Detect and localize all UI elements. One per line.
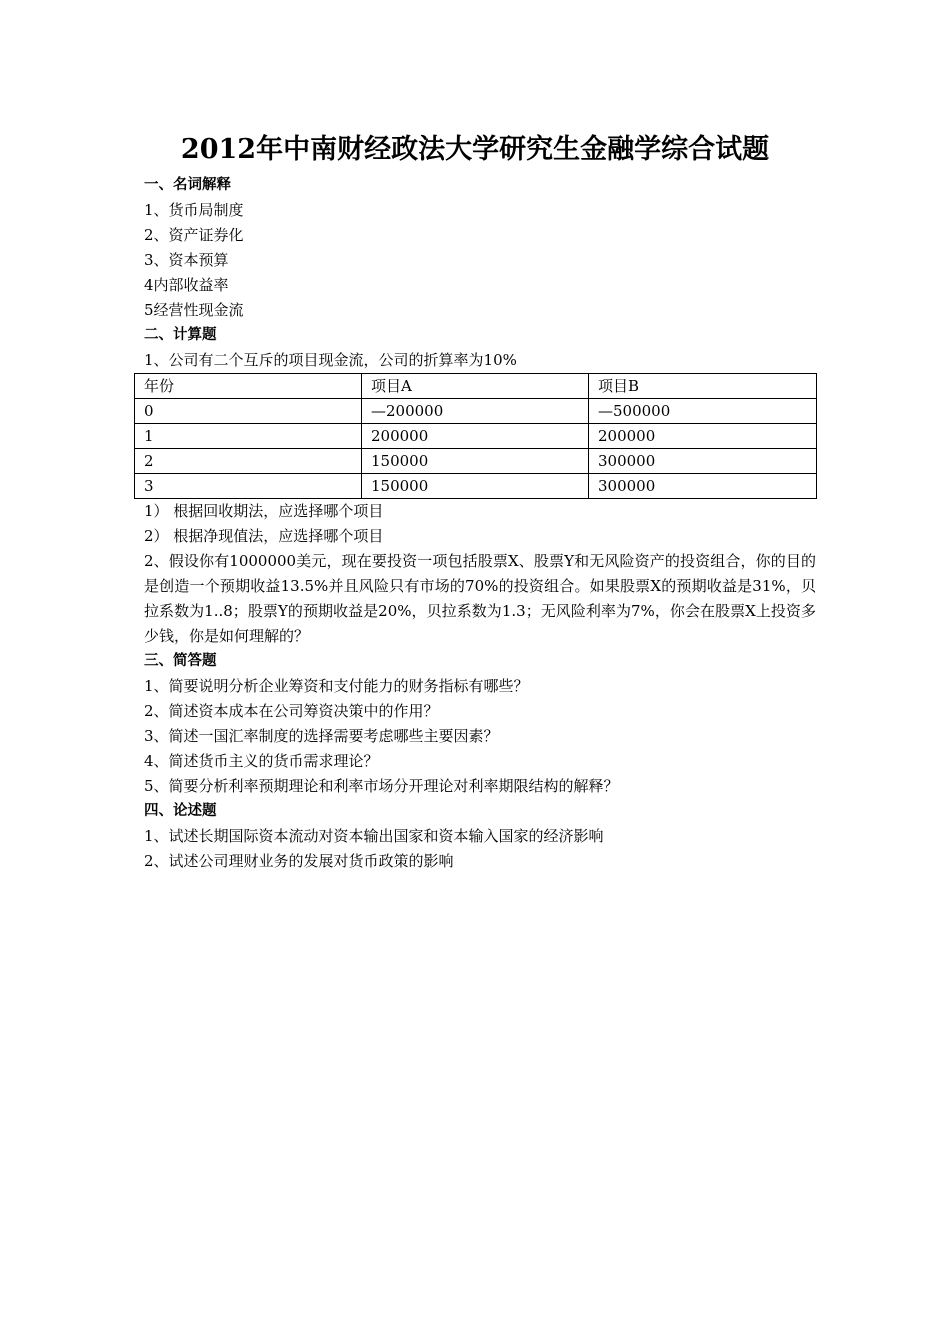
table-cell: 200000 bbox=[589, 424, 817, 449]
table-header-cell: 年份 bbox=[135, 374, 362, 399]
section-heading-terms: 一、名词解释 bbox=[144, 177, 231, 193]
table-cell: 150000 bbox=[362, 474, 589, 499]
table-row bbox=[135, 474, 817, 499]
list-item: 3、资本预算 bbox=[144, 251, 229, 269]
table-row bbox=[135, 424, 817, 449]
table-cell: 0 bbox=[135, 399, 362, 424]
table-cell: —200000 bbox=[362, 399, 589, 424]
table-cell: 1 bbox=[135, 424, 362, 449]
table-row bbox=[135, 449, 817, 474]
sub-question: 2） 根据净现值法，应选择哪个项目 bbox=[144, 527, 384, 545]
list-item: 5经营性现金流 bbox=[144, 301, 244, 319]
sub-question: 1） 根据回收期法，应选择哪个项目 bbox=[144, 502, 384, 520]
cash-flow-table bbox=[134, 373, 817, 499]
table-header-cell: 项目A bbox=[362, 374, 589, 399]
table-cell: 3 bbox=[135, 474, 362, 499]
table-header-row bbox=[135, 374, 817, 399]
table-cell: —500000 bbox=[589, 399, 817, 424]
table-row bbox=[135, 399, 817, 424]
list-item: 1、试述长期国际资本流动对资本输出国家和资本输入国家的经济影响 bbox=[144, 827, 604, 845]
question-paragraph: 2、假设你有1000000美元，现在要投资一项包括股票X、股票Y和无风险资产的投资组合，你的目的是创造一个预期收益13.5%并且风险只有市场的70%的投资组合。如果股票X的预期收益是31%，贝拉系数为1..8；股票Y的预期收益是20%，贝拉系数为1.3；无风险利率为7%，你会在股票X上投资多少钱，你是如何理解的？ bbox=[144, 552, 816, 645]
list-item: 2、简述资本成本在公司筹资决策中的作用？ bbox=[144, 702, 439, 720]
table-cell: 2 bbox=[135, 449, 362, 474]
list-item: 5、简要分析利率预期理论和利率市场分开理论对利率期限结构的解释？ bbox=[144, 777, 619, 795]
section-heading-calculation: 二、计算题 bbox=[144, 327, 217, 343]
list-item: 4、简述货币主义的货币需求理论？ bbox=[144, 752, 379, 770]
section-heading-short-answer: 三、简答题 bbox=[144, 653, 217, 669]
table-cell: 150000 bbox=[362, 449, 589, 474]
table-header-cell: 项目B bbox=[589, 374, 817, 399]
list-item: 2、试述公司理财业务的发展对货币政策的影响 bbox=[144, 852, 454, 870]
question-intro: 1、公司有二个互斥的项目现金流，公司的折算率为10% bbox=[144, 351, 517, 369]
list-item: 1、简要说明分析企业筹资和支付能力的财务指标有哪些？ bbox=[144, 677, 529, 695]
table-cell: 300000 bbox=[589, 474, 817, 499]
list-item: 3、简述一国汇率制度的选择需要考虑哪些主要因素？ bbox=[144, 727, 499, 745]
list-item: 1、货币局制度 bbox=[144, 201, 244, 219]
list-item: 4内部收益率 bbox=[144, 276, 229, 294]
table-cell: 300000 bbox=[589, 449, 817, 474]
document-body bbox=[144, 173, 816, 874]
document-title: 2012年中南财经政法大学研究生金融学综合试题 bbox=[180, 134, 770, 165]
list-item: 2、资产证券化 bbox=[144, 226, 244, 244]
section-heading-essay: 四、论述题 bbox=[144, 803, 217, 819]
table-cell: 200000 bbox=[362, 424, 589, 449]
